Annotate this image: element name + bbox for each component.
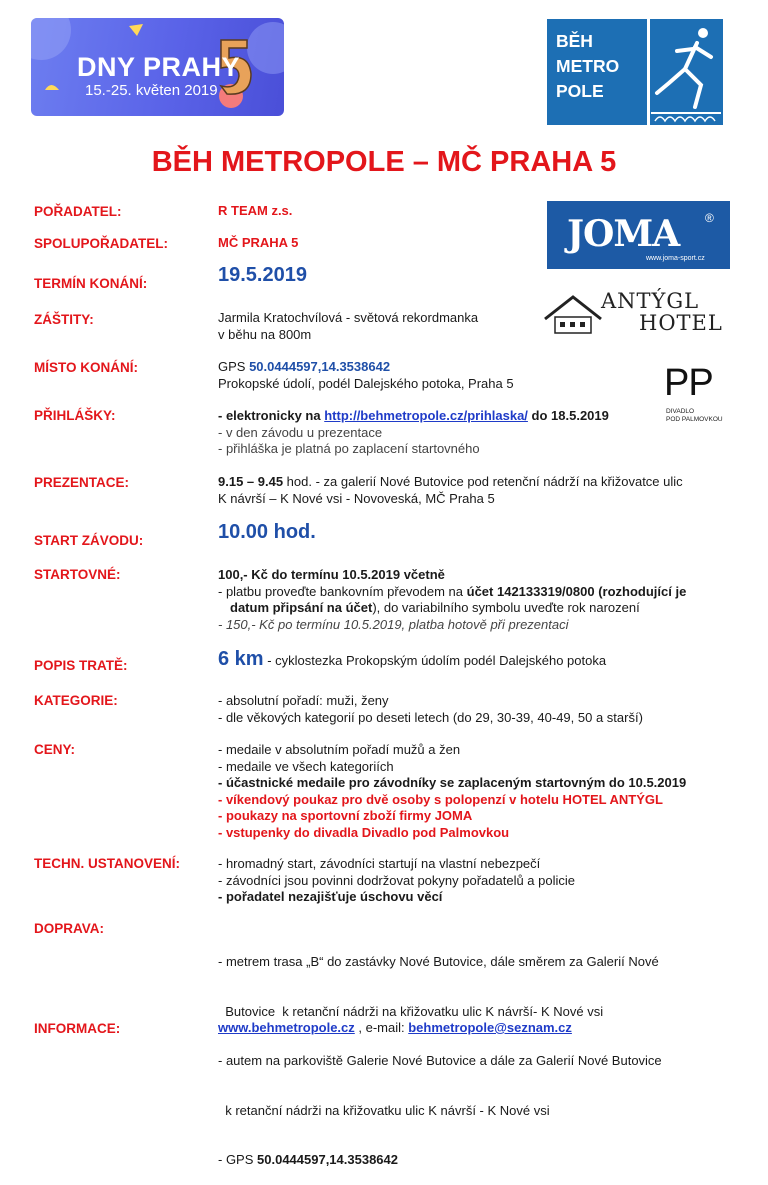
label-trat: POPIS TRATĚ:	[34, 658, 128, 673]
label-misto: MÍSTO KONÁNÍ:	[34, 360, 138, 375]
doprava-line-4: k retanční nádrži na křižovatku ulic K návrší - K Nové vsi	[218, 1102, 550, 1118]
doprava-line-1: - metrem trasa „B“ do zastávky Nové Butovice, dále směrem za Galerií Nové	[218, 954, 659, 969]
gps-coords: 50.0444597,14.3538642	[249, 359, 391, 374]
label-spoluporadatel: SPOLUPOŘADATEL:	[34, 236, 168, 251]
kategorie-line-1: - absolutní pořadí: muži, ženy	[218, 693, 389, 708]
joma-wordmark: JOMA	[567, 213, 680, 255]
label-ceny: CENY:	[34, 742, 76, 757]
techn-line-2: - závodníci jsou povinni dodržovat pokyny pořadatelů a policie	[218, 872, 575, 888]
ceny-line-5: - poukazy na sportovní zboží firmy JOMA	[218, 808, 473, 823]
beh-metropole-logo	[547, 19, 723, 125]
doprava-line-3: - autem na parkoviště Galerie Nové Butovice a dále za Galerií Nové Butovice	[218, 1053, 662, 1068]
startovne-l3b: ), do variabilního symbolu uveďte rok narození	[372, 600, 640, 615]
value-start: 10.00 hod.	[218, 521, 316, 543]
ceny-line-2: - medaile ve všech kategoriích	[218, 758, 394, 774]
prezentace-time: 9.15 – 9.45	[218, 474, 284, 489]
label-termin: TERMÍN KONÁNÍ:	[34, 276, 148, 291]
value-prihlasky	[218, 408, 609, 458]
doprava-line-2: Butovice k retanční nádrži na křižovatku ulic K návrší- K Nové vsi	[218, 1003, 604, 1019]
ceny-line-6: - vstupenky do divadla Divadlo pod Palmovkou	[218, 824, 510, 840]
zastity-line-1: Jarmila Kratochvílová - světová rekordmanka	[218, 310, 479, 325]
bank-account: účet 142133319/0800	[466, 583, 595, 599]
prezentace-line-1: hod. - za galerií Nové Butovice pod retenční nádrží na křižovatce ulic	[283, 474, 683, 489]
antygl-hotel-logo	[543, 289, 733, 339]
techn-line-1: - hromadný start, závodníci startují na vlastní nebezpečí	[218, 856, 541, 871]
value-misto	[218, 359, 514, 392]
label-prihlasky: PŘIHLÁŠKY:	[34, 408, 116, 423]
startovne-l2c: (rozhodující je	[594, 583, 687, 599]
label-techn: TECHN. USTANOVENÍ:	[34, 856, 181, 871]
runner-icon	[651, 23, 721, 123]
kategorie-line-2: - dle věkových kategorií po deseti letech (do 29, 30-39, 40-49, 50 a starší)	[218, 709, 643, 725]
hotel-roof-icon	[543, 293, 603, 337]
value-kategorie	[218, 693, 643, 726]
value-informace	[218, 1020, 572, 1037]
label-doprava: DOPRAVA:	[34, 921, 104, 936]
label-informace: INFORMACE:	[34, 1021, 121, 1036]
label-poradatel: POŘADATEL:	[34, 204, 122, 219]
label-startovne: STARTOVNÉ:	[34, 567, 121, 582]
logo-divider	[647, 19, 650, 125]
value-zastity	[218, 310, 478, 343]
doprava-gps: 50.0444597,14.3538642	[257, 1152, 398, 1167]
value-prezentace	[218, 474, 683, 507]
divadlo-pod-palmovkou-logo	[664, 362, 730, 428]
joma-logo	[547, 201, 730, 269]
label-zastity: ZÁŠTITY:	[34, 312, 94, 327]
joma-url: www.joma-sport.cz	[646, 255, 705, 262]
value-ceny	[218, 742, 686, 841]
registered-mark: ®	[705, 211, 714, 225]
prihlasky-line-3: - přihláška je platná po zaplacení startovného	[218, 441, 480, 456]
pp-line-1: DIVADLO	[666, 408, 695, 415]
pp-wordmark: PP	[664, 362, 713, 404]
zastity-line-2: v běhu na 800m	[218, 326, 312, 342]
label-start: START ZÁVODU:	[34, 533, 144, 548]
ceny-line-3: - účastnické medaile pro závodníky se zaplaceným startovným do 10.5.2019	[218, 775, 687, 790]
startovne-line-4: - 150,- Kč po termínu 10.5.2019, platba hotově při prezentaci	[218, 616, 569, 632]
logo-line-3: POLE	[556, 81, 604, 101]
info-separator: , e-mail:	[354, 1020, 409, 1035]
dny-prahy-banner	[31, 18, 284, 116]
startovne-l3a: datum připsání na účet	[230, 600, 373, 615]
ceny-line-4: - víkendový poukaz pro dvě osoby s polopenzí v hotelu HOTEL ANTÝGL	[218, 791, 663, 807]
value-spoluporadatel: MČ PRAHA 5	[218, 235, 299, 250]
trat-description: - cyklostezka Prokopským údolím podél Dalejského potoka	[263, 653, 607, 668]
banner-title: DNY PRAHY	[77, 52, 241, 82]
label-prezentace: PREZENTACE:	[34, 475, 130, 490]
prihlasky-deadline: do 18.5.2019	[527, 408, 609, 423]
trat-distance: 6 km	[218, 648, 264, 670]
pp-line-2: POD PALMOVKOU	[666, 416, 723, 423]
email-link[interactable]: behmetropole@seznam.cz	[408, 1020, 572, 1035]
startovne-l2a: - platbu proveďte bankovním převodem na	[218, 583, 467, 599]
website-link[interactable]: www.behmetropole.cz	[218, 1020, 355, 1035]
value-trat	[218, 648, 607, 670]
prihlasky-prefix: - elektronicky na	[218, 408, 325, 423]
prezentace-line-2: K návrší – K Nové vsi - Novoveská, MČ Praha 5	[218, 490, 495, 506]
value-poradatel: R TEAM z.s.	[218, 203, 293, 218]
value-doprava	[218, 921, 662, 1185]
techn-line-3: - pořadatel nezajišťuje úschovu věcí	[218, 889, 443, 904]
logo-line-1: BĚH	[556, 31, 593, 51]
antygl-line-1: ANTÝGL	[601, 289, 700, 313]
logo-line-2: METRO	[556, 56, 620, 76]
value-startovne	[218, 567, 686, 633]
doprava-gps-prefix: - GPS	[218, 1152, 258, 1167]
startovne-line-1: 100,- Kč do termínu 10.5.2019 včetně	[218, 567, 445, 582]
gps-prefix: GPS	[218, 359, 250, 374]
label-kategorie: KATEGORIE:	[34, 693, 118, 708]
page-title: BĚH METROPOLE – MČ PRAHA 5	[151, 146, 617, 178]
ceny-line-1: - medaile v absolutním pořadí mužů a žen	[218, 742, 461, 757]
antygl-line-2: HOTEL	[639, 311, 723, 335]
value-termin: 19.5.2019	[218, 264, 307, 286]
banner-dates: 15.-25. květen 2019	[85, 82, 218, 99]
misto-line-2: Prokopské údolí, podél Dalejského potoka, Praha 5	[218, 375, 514, 391]
value-techn	[218, 856, 575, 906]
registration-link[interactable]: http://behmetropole.cz/prihlaska/	[324, 408, 528, 423]
prihlasky-line-2: - v den závodu u prezentace	[218, 424, 383, 440]
